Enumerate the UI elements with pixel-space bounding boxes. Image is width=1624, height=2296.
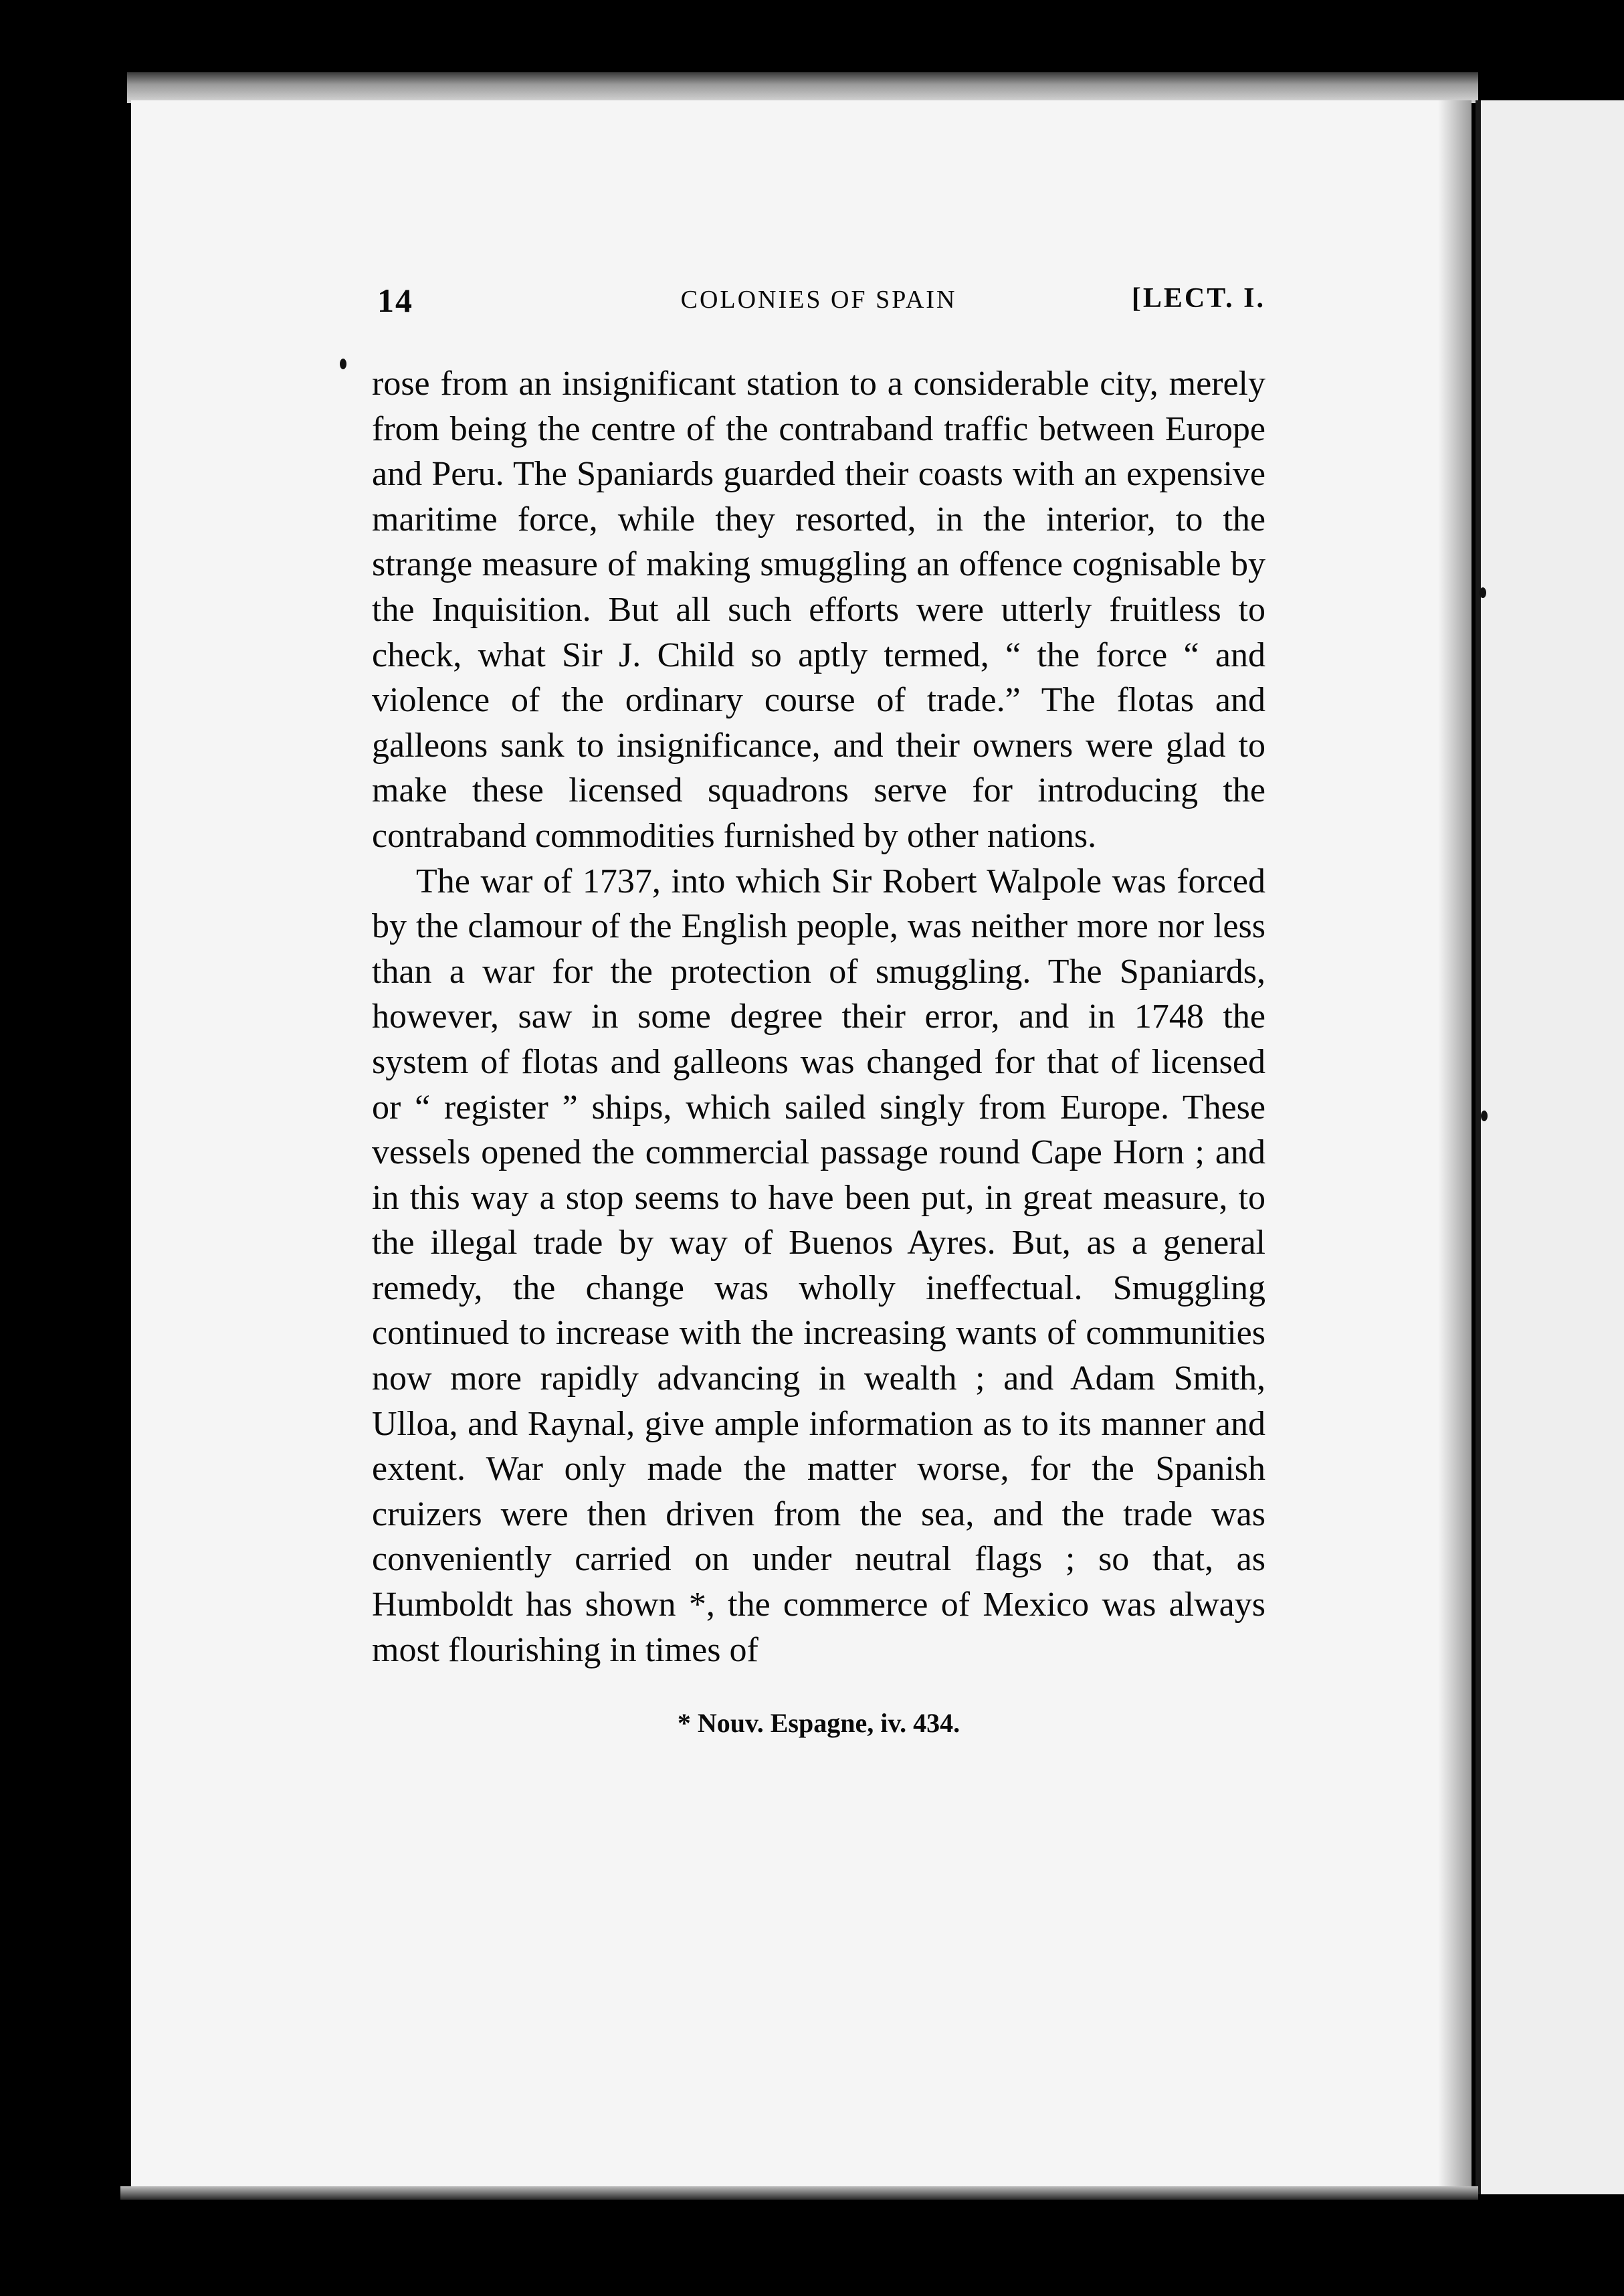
running-title: COLONIES OF SPAIN <box>680 286 957 314</box>
paragraph: rose from an insignificant station to a considerable city, merely from being the centre of the contraband traffic between Europe and Peru. The Spaniards guarded their coasts with an expensive maritime force, while they resorted, in the interior, to the strange measure of making smuggling an offence cognisable by the Inquisition. But all such efforts were utterly fruitless to check, what Sir J. Child so aptly termed, “ the force “ and violence of the ordinary course of trade.” The flotas and galleons sank to insignificance, and their owners were glad to make these licensed squadrons serve for introducing the contraband commodities furnished by other nations. <box>372 365 1265 855</box>
paragraph: The war of 1737, into which Sir Robert Walpole was forced by the clamour of the English people, was neither more nor less than a war for the protection of smuggling. The Spaniards, however, saw in some degree their error, and in 1748 the system of flotas and galleons was changed for that of licensed or “ register ” ships, which sailed singly from Europe. These vessels opened the commercial passage round Cape Horn ; and in this way a stop seems to have been put, in great measure, to the illegal trade by way of Buenos Ayres. But, as a general remedy, the change was wholly ineffectual. Smuggling continued to increase with the increasing wants of communities now more rapidly advancing in wealth ; and Adam Smith, Ulloa, and Raynal, give ample information as to its manner and extent. War only made the matter worse, for the Spanish cruizers were then driven from the sea, and the trade was conveniently carried on under neutral flags ; so that, as Humboldt has shown *, the commerce of Mexico was always most flourishing in times of <box>372 862 1265 1669</box>
facing-page-edge <box>1476 100 1624 2194</box>
ink-speck <box>1480 587 1486 598</box>
book-top-edge <box>127 72 1478 103</box>
lecture-marker: [LECT. I. <box>1131 283 1265 314</box>
footnote: * Nouv. Espagne, iv. 434. <box>677 1708 960 1739</box>
book-bottom-edge <box>120 2186 1478 2200</box>
ink-speck <box>340 359 346 369</box>
ink-speck <box>1481 1111 1488 1121</box>
page-number: 14 <box>377 282 413 319</box>
page-text-block <box>372 281 1265 1739</box>
body-text <box>372 361 1265 1672</box>
running-head <box>372 281 1265 321</box>
page-gutter-shadow <box>1438 100 1471 2188</box>
